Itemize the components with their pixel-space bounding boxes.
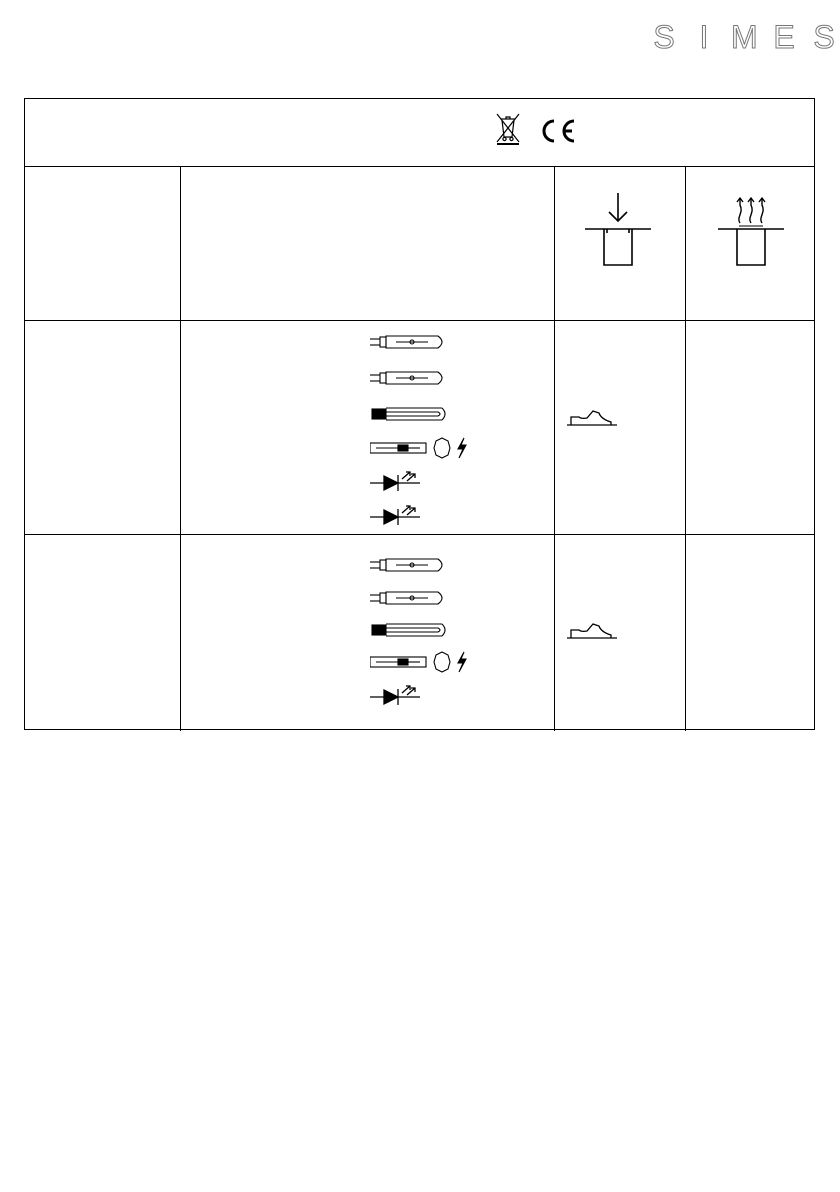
- ce-mark-icon: [536, 117, 578, 145]
- row-divider: [25, 534, 814, 535]
- logo-letter: S: [653, 18, 675, 55]
- spec-table: [24, 98, 815, 730]
- logo-letter: M: [731, 18, 758, 55]
- compact-fluorescent-lamp-icon: [370, 403, 490, 425]
- logo-letter: S: [813, 18, 835, 55]
- column-divider: [180, 167, 181, 731]
- weee-icon: [495, 111, 521, 145]
- bi-pin-halogen-lamp-icon: [370, 367, 490, 389]
- column-divider: [685, 167, 686, 731]
- logo-letter: I: [699, 18, 709, 55]
- metal-halide-lamp-icon: [370, 651, 490, 673]
- metal-halide-lamp-icon: [370, 437, 490, 459]
- bi-pin-halogen-lamp-icon: [370, 554, 490, 576]
- led-icon: [370, 685, 490, 707]
- led-icon: [370, 471, 490, 493]
- recessed-install-icon: [585, 191, 651, 269]
- logo-letter: E: [773, 18, 795, 55]
- walkover-icon: [567, 622, 617, 640]
- bi-pin-halogen-lamp-icon: [370, 587, 490, 609]
- walkover-icon: [567, 409, 617, 427]
- brand-logo: [651, 20, 837, 54]
- compact-fluorescent-lamp-icon: [370, 619, 490, 641]
- certification-header: [25, 99, 814, 167]
- bi-pin-halogen-lamp-icon: [370, 331, 490, 353]
- row-divider: [25, 320, 814, 321]
- heat-dissipation-icon: [718, 191, 784, 269]
- led-icon: [370, 505, 490, 527]
- column-divider: [554, 167, 555, 731]
